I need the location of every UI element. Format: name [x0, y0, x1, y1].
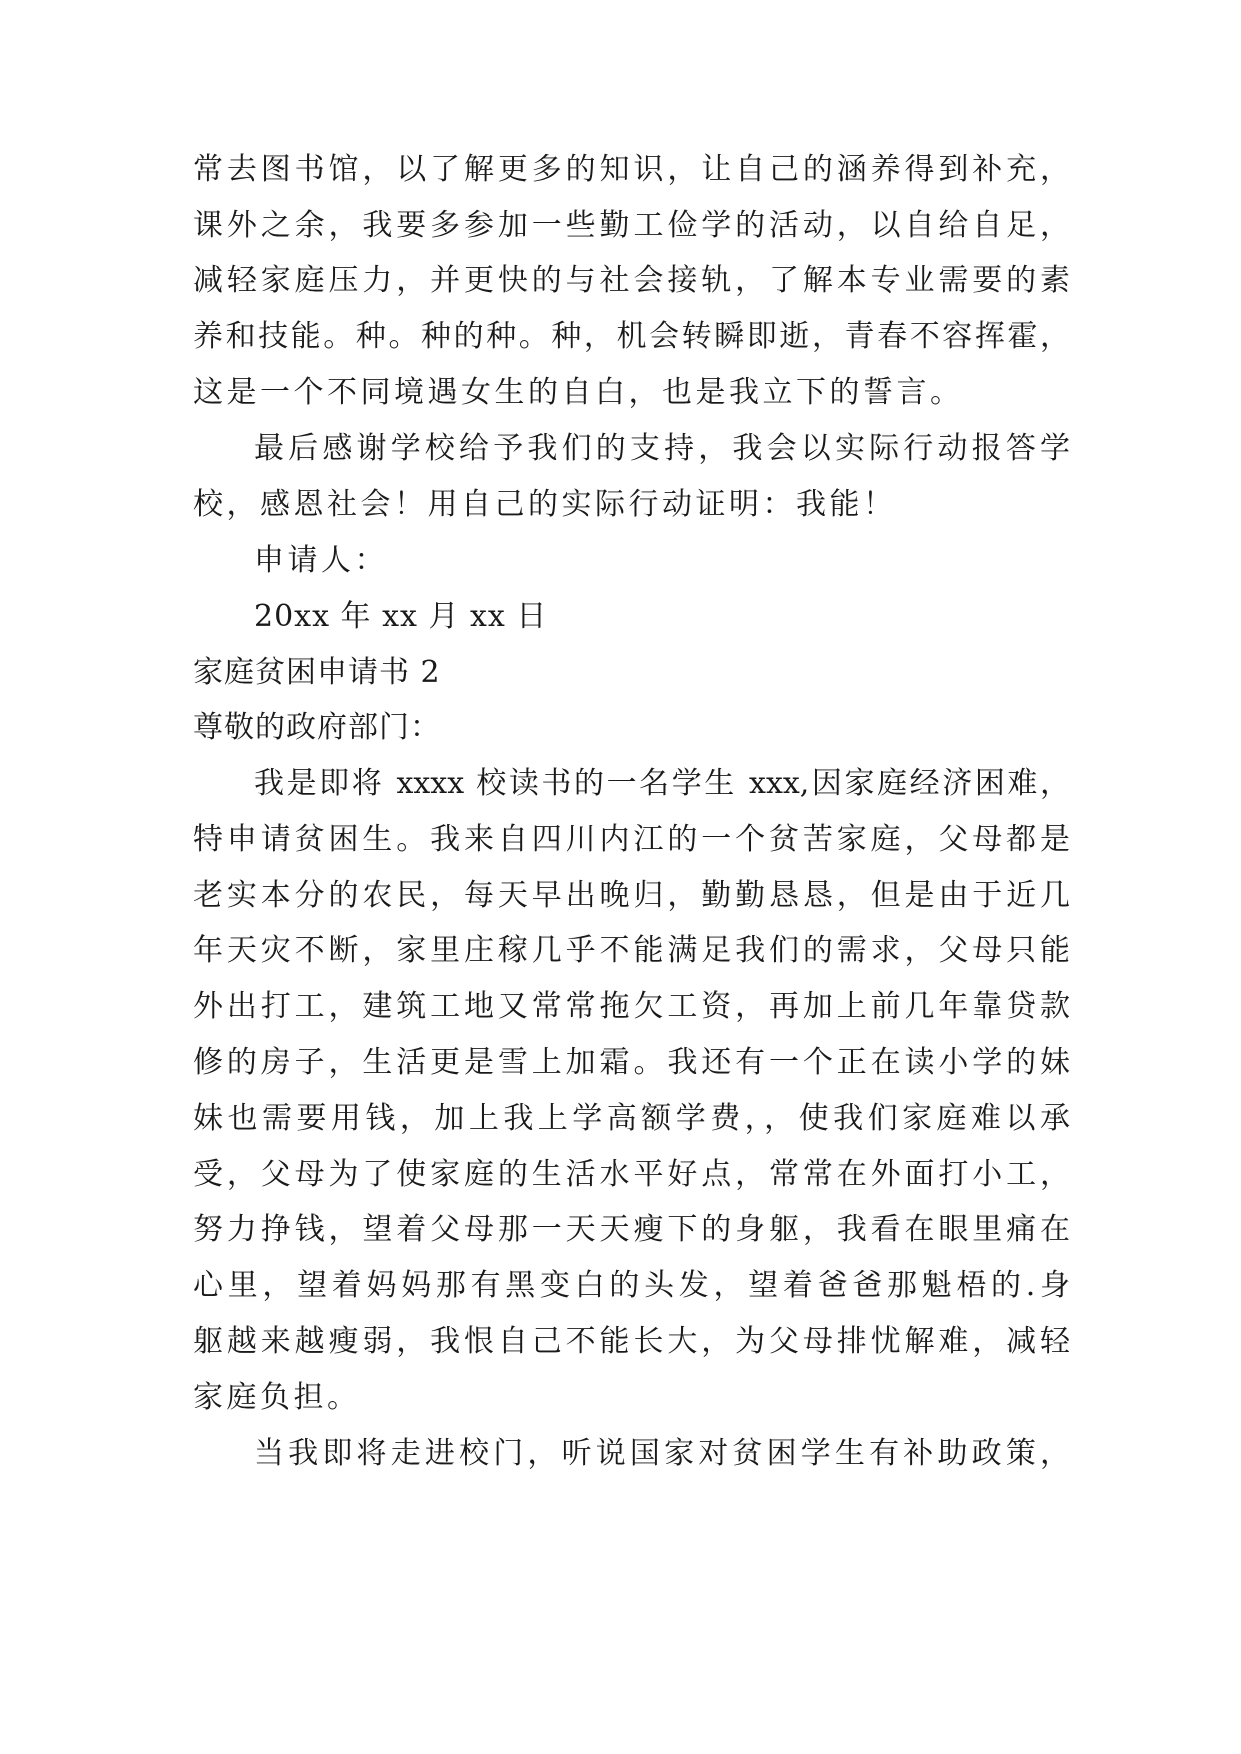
- body-text-line: 妹也需要用钱，加上我上学高额学费，，使我们家庭难以承: [193, 1101, 1070, 1136]
- body-text-line: 躯越来越瘦弱，我恨自己不能长大，为父母排忧解难，减轻: [193, 1324, 1070, 1359]
- paragraph-first-line: 我是即将 xxxx 校读书的一名学生 xxx,因家庭经济困难，: [254, 766, 1070, 801]
- body-text-line: 心里，望着妈妈那有黑变白的头发，望着爸爸那魁梧的.身: [193, 1268, 1070, 1303]
- body-text-line: 养和技能。种。种的种。种，机会转瞬即逝，青春不容挥霍，: [193, 319, 1070, 354]
- body-text-line: 修的房子，生活更是雪上加霜。我还有一个正在读小学的妹: [193, 1045, 1070, 1080]
- body-text-line: 年天灾不断，家里庄稼几乎不能满足我们的需求，父母只能: [193, 933, 1070, 968]
- body-text-line: 减轻家庭压力，并更快的与社会接轨，了解本专业需要的素: [193, 263, 1070, 298]
- salutation: 尊敬的政府部门：: [193, 710, 441, 745]
- body-text-line: 努力挣钱，望着父母那一天天瘦下的身躯，我看在眼里痛在: [193, 1212, 1070, 1247]
- body-text-line: 老实本分的农民，每天早出晚归，勤勤恳恳，但是由于近几: [193, 878, 1070, 913]
- body-text-line: 课外之余，我要多参加一些勤工俭学的活动，以自给自足，: [193, 208, 1070, 243]
- date-line: 20xx 年 xx 月 xx 日: [254, 599, 548, 634]
- body-text-line: 常去图书馆，以了解更多的知识，让自己的涵养得到补充，: [193, 152, 1070, 187]
- body-text-line: 受，父母为了使家庭的生活水平好点，常常在外面打小工，: [193, 1157, 1070, 1192]
- applicant-label: 申请人：: [254, 543, 388, 578]
- body-text-line: 外出打工，建筑工地又常常拖欠工资，再加上前几年靠贷款: [193, 989, 1070, 1024]
- paragraph-first-line: 当我即将走进校门，听说国家对贫困学生有补助政策，: [254, 1436, 1070, 1471]
- section-title: 家庭贫困申请书 2: [193, 655, 441, 690]
- body-text-line: 这是一个不同境遇女生的自白，也是我立下的誓言。: [193, 375, 964, 410]
- paragraph-first-line: 最后感谢学校给予我们的支持，我会以实际行动报答学: [254, 431, 1070, 466]
- body-text-line: 家庭负担。: [193, 1380, 361, 1415]
- body-text-line: 特申请贫困生。我来自四川内江的一个贫苦家庭，父母都是: [193, 822, 1070, 857]
- body-text-line: 校，感恩社会！用自己的实际行动证明：我能！: [193, 487, 897, 522]
